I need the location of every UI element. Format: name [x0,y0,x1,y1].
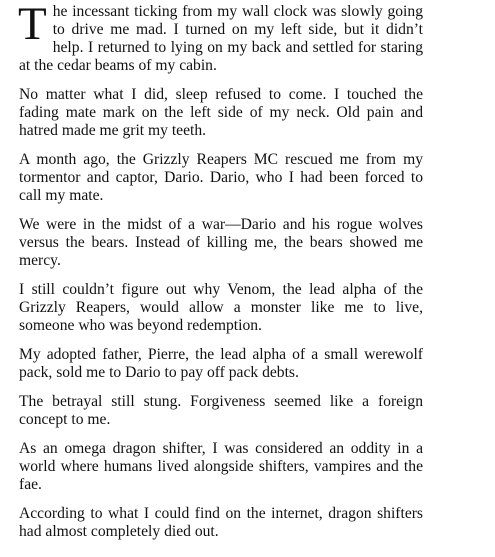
paragraph-9: According to what I could find on the internet, dragon shifters had almost completely died out. [19,505,423,540]
paragraph-4: We were in the midst of a war—Dario and his rogue wolves versus the bears. Instead of killing me, the bears showed me mercy. [19,216,423,269]
paragraph-3: A month ago, the Grizzly Reapers MC rescued me from my tormentor and captor, Dario. Dario, who I had been forced to call my mate. [19,151,423,204]
paragraph-1 [18,0,423,75]
document-page [18,0,423,552]
paragraph-2: No matter what I did, sleep refused to come. I touched the fading mate mark on the left side of my neck. Old pain and hatred made me grit my teeth. [19,86,423,139]
paragraph-1-text: he incessant ticking from my wall clock was slowly going to drive me mad. I turned on my left side, but it didn’t help. I returned to lying on my back and settled for staring at the cedar beams of my cabin. [19,3,423,74]
paragraph-7: The betrayal still stung. Forgiveness seemed like a foreign concept to me. [19,393,423,428]
paragraph-5: I still couldn’t figure out why Venom, the lead alpha of the Grizzly Reapers, would allow a monster like me to live, someone who was beyond redemption. [19,281,423,334]
paragraph-6: My adopted father, Pierre, the lead alpha of a small werewolf pack, sold me to Dario to pay off pack debts. [19,346,423,381]
drop-cap: T [18,0,47,50]
paragraph-8: As an omega dragon shifter, I was considered an oddity in a world where humans lived alongside shifters, vampires and the fae. [19,440,423,493]
